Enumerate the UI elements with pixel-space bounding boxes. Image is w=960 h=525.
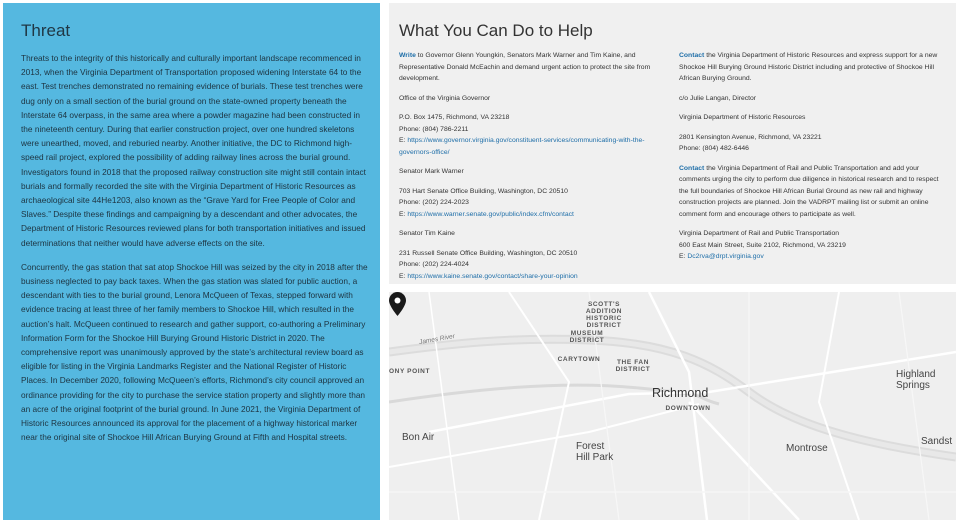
warner-email-label: E: [399, 210, 408, 218]
contact-dhr-text: the Virginia Department of Historic Resources and express support for a new Shockoe Hill Burying Ground Historic District including and protective of Shockoe Hill African Burying Ground. [679, 52, 938, 82]
help-title: What You Can Do to Help [399, 21, 593, 40]
contact-drpt-lead: Contact [679, 164, 705, 172]
kaine-name: Senator Tim Kaine [399, 230, 455, 237]
drpt-name: Virginia Department of Rail and Public Transportation [679, 230, 840, 237]
help-right-column [679, 50, 941, 290]
warner-contact-link[interactable]: https://www.warner.senate.gov/public/index.cfm/contact [407, 210, 574, 218]
map-place-montrose: Montrose [786, 443, 828, 454]
contact-dhr-lead: Contact [679, 52, 705, 59]
map-place-sandston: Sandst [921, 436, 953, 447]
map-label-carytown: CARYTOWN [557, 356, 601, 363]
warner-phone: Phone: (202) 224-2023 [399, 199, 469, 206]
contact-dhr-paragraph [679, 50, 941, 85]
map-label-pony-point: ONY POINT [389, 368, 431, 375]
dhr-address: 2801 Kensington Avenue, Richmond, VA 23221 [679, 133, 822, 141]
threat-section [3, 3, 380, 520]
dhr-name: Virginia Department of Historic Resources [679, 114, 806, 121]
drpt-email-link[interactable]: Dc2rva@drpt.virginia.gov [687, 253, 764, 260]
warner-name: Senator Mark Warner [399, 168, 464, 175]
map-place-bon-air: Bon Air [402, 432, 435, 443]
contact-drpt-paragraph [679, 163, 941, 221]
help-section [389, 3, 956, 284]
drpt-address: 600 East Main Street, Suite 2102, Richmond, VA 23219 [679, 241, 846, 249]
help-left-column [399, 50, 661, 290]
map-label-museum-district: MUSEUM DISTRICT [569, 330, 605, 344]
write-lead: Write [399, 52, 416, 59]
governor-email-label: E: [399, 137, 408, 144]
kaine-email-label: E: [399, 272, 408, 280]
governor-address: P.O. Box 1475, Richmond, VA 23218 [399, 114, 510, 121]
drpt-email-label: E: [679, 253, 688, 260]
map-pin-icon[interactable] [389, 292, 406, 316]
help-columns [399, 50, 946, 290]
governor-phone: Phone: (804) 786-2211 [399, 125, 469, 133]
threat-title: Threat [21, 21, 71, 40]
write-text: to Governor Glenn Youngkin, Senators Mark Warner and Tim Kaine, and Representative Donald McEachin and demand urgent action to protect the site from development. [399, 52, 651, 82]
dhr-attn: c/o Julie Langan, Director [679, 94, 757, 102]
map-embed[interactable] [389, 292, 956, 520]
dhr-phone: Phone: (804) 482-6446 [679, 145, 749, 152]
threat-paragraph-1: Threats to the integrity of this historically and culturally important landscape recommenced in 2013, when the Virginia Department of Transportation proposed widening Interstate 64 to the east. Test trenches demonstrated no remaining evidence of burials. These test trenches were dug only on a small section of the burial ground on the state-owned property beneath the Interstate 64 overpass, in the same area where a powder magazine had been constructed in the nineteenth century. During that earlier construction project, over one hundred skeletons were unearthed, moved, and reburied nearby. Another initiative, the DC to Richmond high-speed rail project, explored the possibility of adding railway lines across the burial ground. Investigators found in 2018 that the proposed railway construction site might still contain intact burials and formally recorded the site with the Virginia Department of Historic Resources as archaeological site 44He1203, also known as the “Grave Yard for Free People of Color and Slaves.” Despite these findings and campaigning by a descendant and other advocates, the Department of Historic Resources reviewed plans for both transportation initiatives and issued determinations that neither would have adverse effects on the site. [21, 53, 366, 248]
map-place-forest-hill-park: Forest Hill Park [576, 441, 614, 463]
kaine-address: 231 Russell Senate Office Building, Washington, DC 20510 [399, 249, 578, 257]
governor-name: Office of the Virginia Governor [399, 94, 491, 102]
kaine-phone: Phone: (202) 224-4024 [399, 261, 469, 268]
map-label-fan-district: THE FAN DISTRICT [615, 359, 651, 373]
map-label-scotts-addition: SCOTT'S ADDITION HISTORIC DISTRICT [585, 301, 623, 329]
kaine-contact-link[interactable]: https://www.kaine.senate.gov/contact/share-your-opinion [407, 272, 578, 280]
governor-contact-link[interactable]: https://www.governor.virginia.gov/constituent-services/communicating-with-the-governors-office/ [399, 137, 645, 156]
map-place-highland-springs: Highland Springs [896, 369, 936, 391]
contact-drpt-text: the Virginia Department of Rail and Public Transportation and add your comments urging the city to perform due diligence in historical research and to respect the full boundaries of Shockoe Hill African Burial Ground as new rail and highway construction projects are planned. Join the VADRPT mailing list or submit an online comment form and encourage others to participate as well. [679, 164, 939, 218]
map-label-james-river: James River [418, 332, 456, 347]
warner-address: 703 Hart Senate Office Building, Washington, DC 20510 [399, 187, 568, 195]
map-label-downtown: DOWNTOWN [665, 405, 711, 412]
map-place-richmond: Richmond [652, 386, 709, 400]
write-paragraph [399, 50, 661, 85]
threat-paragraph-2: Concurrently, the gas station that sat atop Shockoe Hill was seized by the city in 2018 after the business neglected to pay back taxes. When the gas station was slated for public auction, a descendant with ties to the burial ground, Lenora McQueen of Texas, stepped forward with evidence tracing at least three of her family members to Shockoe Hill, which resulted in the auction’s halt. McQueen continued to research and gather support, co-authoring a Preliminary Information Form for the Shockoe Hill Burying Ground Historic District in 2020. The comprehensive report was unanimously approved by the state’s architectural review board as eligible for listing in the Virginia Landmarks Register and the National Register of Historic Places. In December 2020, following McQueen’s efforts, Richmond’s city council approved an ordinance providing for the city to purchase the service station property and slightly more than an acre of the original footprint of the burial ground. In June 2021, the Virginia Department of Historic Resources announced its approval for the placement of a highway historical marker near the original site of Shockoe Hill African Burying Ground at Fifth and Hospital streets. [21, 261, 368, 443]
